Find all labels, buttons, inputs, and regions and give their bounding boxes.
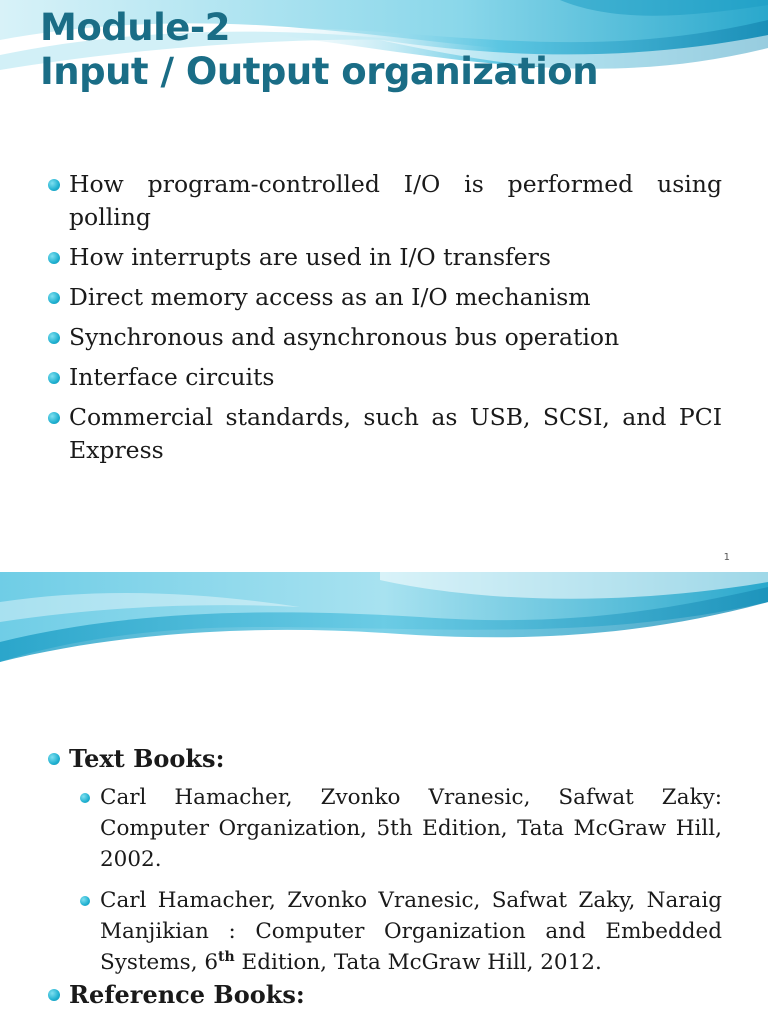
slide-title [40,6,598,94]
reference-books-section [48,978,722,1012]
topic-list [48,168,722,474]
list-item: Interface circuits [48,361,722,394]
title-line-1: Module-2 [40,6,230,49]
wave-banner [0,572,768,672]
list-item: Carl Hamacher, Zvonko Vranesic, Safwat Zaky: Computer Organization, 5th Edition, Tata McGraw Hill, 2002. [80,782,722,875]
list-item: Synchronous and asynchronous bus operation [48,321,722,354]
bullet-icon [48,252,60,264]
title-line-2: Input / Output organization [40,50,599,93]
bullet-icon [48,412,60,424]
bullet-icon [80,896,90,906]
text-books-list [80,782,722,978]
bullet-icon [48,292,60,304]
list-item: Direct memory access as an I/O mechanism [48,281,722,314]
bullet-icon [48,179,60,191]
list-item: How interrupts are used in I/O transfers [48,241,722,274]
text-books-section [48,742,722,988]
bullet-icon [48,753,60,765]
bullet-icon [80,793,90,803]
bullet-icon [48,372,60,384]
superscript: th [218,948,235,965]
list-item: Commercial standards, such as USB, SCSI, and PCI Express [48,401,722,467]
section-heading: Text Books: [48,742,722,776]
bullet-icon [48,332,60,344]
bullet-icon [48,989,60,1001]
section-heading: Reference Books: [48,978,722,1012]
page-number: 1 [723,552,730,563]
list-item: How program-controlled I/O is performed using polling [48,168,722,234]
list-item: Carl Hamacher, Zvonko Vranesic, Safwat Zaky, Naraig Manjikian : Computer Organization and Embedded Systems, 6th Edition, Tata McGraw Hill, 2012. [80,885,722,978]
slide-2 [0,572,768,1024]
